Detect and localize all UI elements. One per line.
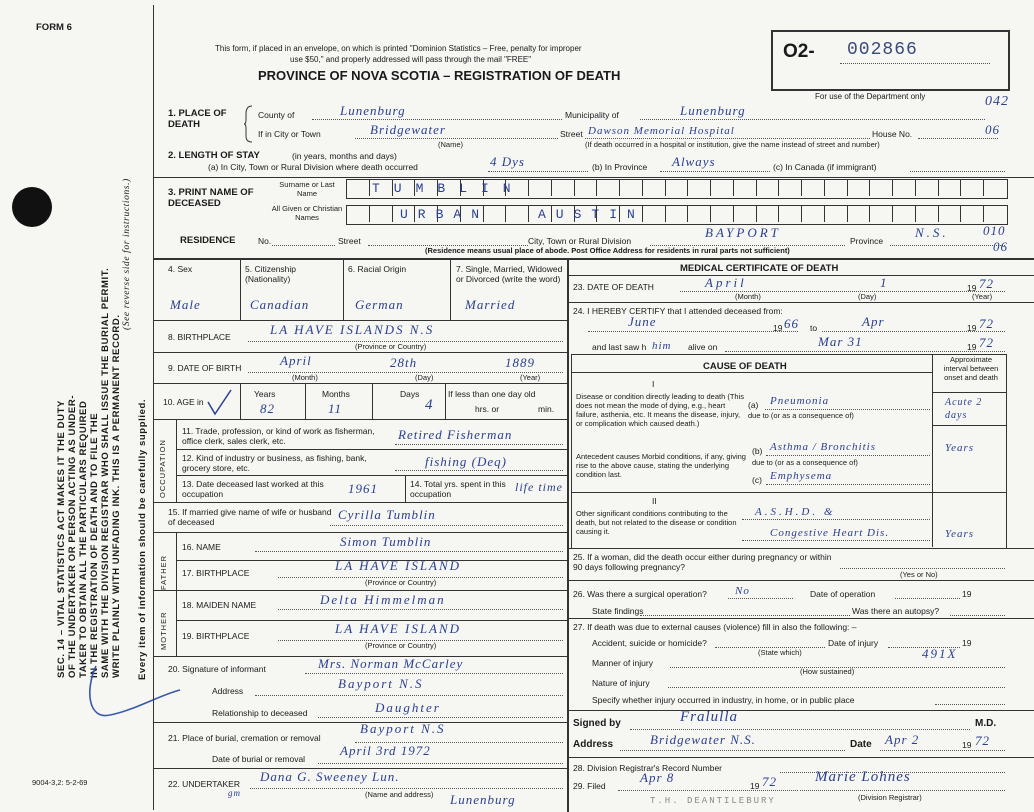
sign-date-label: Date bbox=[850, 739, 872, 750]
envelope-note-2: use $50," and properly addressed will pass through the mail "FREE" bbox=[290, 55, 532, 64]
roman-1: I bbox=[652, 379, 655, 389]
name-grid-cell bbox=[915, 180, 916, 196]
occupation-side-label: OCCUPATION bbox=[158, 439, 167, 498]
record-number: 002866 bbox=[847, 40, 918, 60]
other-sig-label: Other significant conditions contributing to the death, but not related to the disease or condition causing it. bbox=[576, 509, 737, 536]
informant-value: Mrs. Norman McCarley bbox=[318, 656, 464, 671]
name-grid-cell bbox=[392, 206, 393, 222]
house-code: 06 bbox=[985, 122, 1000, 137]
margin-line-2: OF THE UNDERTAKER OR PERSON ACTING AS UNDER- bbox=[67, 394, 78, 678]
name-grid-cell bbox=[960, 206, 961, 222]
name-grid-cell bbox=[642, 180, 643, 196]
county-label: County of bbox=[258, 110, 295, 120]
name-grid-cell bbox=[528, 180, 529, 196]
name-grid-cell bbox=[847, 206, 848, 222]
place-of-death-label: 1. PLACE OF DEATH bbox=[168, 108, 227, 130]
how-sustained-sub: (How sustained) bbox=[800, 667, 855, 676]
name-grid-cell bbox=[892, 206, 893, 222]
antecedent-label: Antecedent causes Morbid conditions, if any, giving rise to the above cause, stating the underlying condition last. bbox=[576, 452, 746, 479]
racial-label: 6. Racial Origin bbox=[348, 264, 407, 274]
cause-a-letter: (a) bbox=[748, 400, 759, 410]
age-years-label: Years bbox=[254, 389, 276, 399]
occ12-value: fishing (Deq) bbox=[425, 454, 507, 469]
roman-2: II bbox=[652, 496, 657, 506]
m28-label: 28. Division Registrar's Record Number bbox=[573, 763, 723, 773]
res-province-label: Province bbox=[850, 236, 884, 246]
record-prefix: O2- bbox=[783, 41, 815, 62]
citizenship-value: Canadian bbox=[250, 297, 310, 312]
wife-label: 15. If married give name of wife or husband of deceased bbox=[168, 507, 332, 527]
sign-date-value: Apr 2 bbox=[885, 732, 920, 747]
racial-value: German bbox=[355, 297, 404, 312]
name-grid-cell bbox=[756, 180, 757, 196]
date-injury-label: Date of injury bbox=[828, 638, 879, 648]
m23-label: 23. DATE OF DEATH bbox=[573, 282, 654, 292]
age-months-label: Months bbox=[322, 389, 350, 399]
name-grid-cell bbox=[619, 180, 620, 196]
mother-bp-label: 19. BIRTHPLACE bbox=[182, 631, 250, 641]
hospital-note: (If death occurred in a hospital or institution, give the name instead of street and number) bbox=[585, 140, 880, 149]
other-2: Congestive Heart Dis. bbox=[770, 527, 890, 539]
name-grid-cell bbox=[801, 206, 802, 222]
specify-label: Specify whether injury occurred in industry, in home, or in public place bbox=[592, 695, 855, 705]
print-name-label: 3. PRINT NAME OF DECEASED bbox=[168, 187, 254, 209]
cause-c-letter: (c) bbox=[752, 475, 762, 485]
mother-maiden-value: Delta Himmelman bbox=[320, 592, 446, 607]
age-label: 10. AGE in bbox=[163, 397, 204, 407]
age-days-value: 4 bbox=[425, 397, 434, 413]
father-name-value: Simon Tumblin bbox=[340, 534, 432, 549]
attend-from-yr: 66 bbox=[784, 316, 799, 331]
age-days-label: Days bbox=[400, 389, 420, 399]
occ14-label: 14. Total yrs. spent in this occupation bbox=[410, 479, 506, 499]
name-grid-cell bbox=[687, 206, 688, 222]
alive-19: 19 bbox=[967, 342, 977, 352]
res-note: (Residence means usual place of abode. Post Office Address for residents in rural parts not sufficient) bbox=[425, 246, 790, 255]
res-province-value: N.S. bbox=[915, 225, 949, 240]
death-19: 19 bbox=[967, 283, 977, 293]
margin-line-6: WRITE PLAINLY WITH UNFADING INK. THIS IS A PERMANENT RECORD. bbox=[111, 314, 122, 678]
death-day: 1 bbox=[880, 275, 888, 290]
name-grid-cell bbox=[915, 206, 916, 222]
name-sub: (Name) bbox=[438, 140, 464, 149]
margin-line-3: TAKER TO OBTAIN ALL THE PARTICULARS REQUIRED bbox=[78, 400, 89, 678]
length-stay-sub: (in years, months and days) bbox=[292, 151, 397, 161]
envelope-note-1: This form, if placed in an envelope, on which is printed "Dominion Statistics – Free, penalty for improper bbox=[215, 44, 582, 53]
res-city-label: City, Town or Rural Division bbox=[528, 236, 632, 246]
name-grid-cell bbox=[983, 180, 984, 196]
code-491x: 491X bbox=[922, 646, 958, 661]
date-op-label: Date of operation bbox=[810, 589, 876, 599]
name-grid-cell bbox=[551, 180, 552, 196]
occ11-label: 11. Trade, profession, or kind of work as fisherman, office clerk, sales clerk, etc. bbox=[182, 426, 375, 446]
res-no-label: No. bbox=[258, 236, 272, 246]
birthplace-label: 8. BIRTHPLACE bbox=[168, 332, 231, 342]
cause-b-interval: Years bbox=[945, 442, 975, 454]
name-grid-cell bbox=[574, 180, 575, 196]
form-label: FORM 6 bbox=[36, 22, 72, 33]
municipality-label: Municipality of bbox=[565, 110, 619, 120]
stay-c-label: (c) In Canada (if immigrant) bbox=[773, 162, 877, 172]
name-grid-cell bbox=[665, 180, 666, 196]
attend-to: to bbox=[810, 323, 818, 333]
punch-hole bbox=[12, 187, 52, 227]
doc-address-label: Address bbox=[573, 739, 614, 750]
cause-a-value: Pneumonia bbox=[770, 395, 830, 407]
mother-bp-sub: (Province or Country) bbox=[365, 641, 437, 650]
dob-month-sub: (Month) bbox=[292, 373, 318, 382]
attend-to-value: Apr bbox=[862, 314, 885, 329]
undertaker-value-2: Lunenburg bbox=[450, 792, 516, 807]
age-checkmark bbox=[205, 388, 235, 418]
res-code-2: 06 bbox=[993, 239, 1008, 254]
age-months-value: 11 bbox=[328, 401, 343, 416]
father-bp-label: 17. BIRTHPLACE bbox=[182, 568, 250, 578]
lt-one-day: If less than one day old bbox=[448, 389, 536, 399]
burial-place-value: Bayport N.S bbox=[360, 721, 446, 736]
birthplace-value: LA HAVE ISLANDS N.S bbox=[270, 322, 435, 337]
medical-title: MEDICAL CERTIFICATE OF DEATH bbox=[680, 263, 839, 274]
filed-year: 72 bbox=[762, 774, 777, 789]
name-grid-cell bbox=[733, 206, 734, 222]
margin-line-5: SAME WITH THE DIVISION REGISTRAR WHO SHALL ISSUE THE BURIAL PERMIT. bbox=[100, 267, 111, 678]
m26-label: 26. Was there a surgical operation? bbox=[573, 589, 707, 599]
sign-year: 72 bbox=[975, 733, 990, 748]
name-grid-cell bbox=[710, 180, 711, 196]
cause-b-value: Asthma / Bronchitis bbox=[770, 441, 876, 453]
doctor-signature: Fralulla bbox=[680, 709, 739, 725]
op-19: 19 bbox=[962, 589, 972, 599]
name-grid-cell bbox=[687, 180, 688, 196]
attend-19a: 19 bbox=[773, 323, 783, 333]
mother-bp-value: LA HAVE ISLAND bbox=[335, 621, 462, 636]
death-day-sub: (Day) bbox=[858, 292, 877, 301]
stay-a-value: 4 Dys bbox=[490, 154, 525, 169]
margin-line-8: Every item of information should be carefully supplied. bbox=[137, 398, 148, 680]
sex-label: 4. Sex bbox=[168, 264, 193, 274]
state-findings-label: State findings bbox=[592, 606, 644, 616]
cause-b-letter: (b) bbox=[752, 446, 763, 456]
name-grid-cell bbox=[869, 206, 870, 222]
inf-address-label: Address bbox=[212, 686, 244, 696]
street-value: Dawson Memorial Hospital bbox=[588, 125, 735, 137]
attend-to-yr: 72 bbox=[979, 316, 994, 331]
burial-date-label: Date of burial or removal bbox=[212, 754, 306, 764]
cause-a-due: due to (or as a consequence of) bbox=[748, 411, 854, 420]
surname-label: Surname or Last Name bbox=[279, 180, 335, 198]
registrar-stamp: T.H. DEANTILEBURY bbox=[650, 796, 776, 806]
father-side-label: FATHER bbox=[159, 554, 168, 590]
res-street-label: Street bbox=[338, 236, 361, 246]
muni-code: 042 bbox=[985, 94, 1009, 109]
filed-19: 19 bbox=[750, 781, 760, 791]
relationship-label: Relationship to deceased bbox=[212, 708, 308, 718]
cause-title: CAUSE OF DEATH bbox=[703, 361, 787, 372]
name-grid-cell bbox=[369, 206, 370, 222]
registrar-signature: Marie Lohnes bbox=[815, 769, 911, 785]
marital-label: 7. Single, Married, Widowed or Divorced (write the word) bbox=[456, 264, 563, 284]
informant-label: 20. Signature of informant bbox=[168, 664, 266, 674]
name-grid-cell bbox=[733, 180, 734, 196]
stay-a-label: (a) In City, Town or Rural Division where death occurred bbox=[208, 162, 418, 172]
death-year-sub: (Year) bbox=[972, 292, 993, 301]
occ12-label: 12. Kind of industry or business, as fishing, bank, grocery store, etc. bbox=[182, 453, 367, 473]
name-grid-cell bbox=[938, 206, 939, 222]
dob-month: April bbox=[280, 353, 312, 368]
doc-address-value: Bridgewater N.S. bbox=[650, 732, 756, 747]
alive-on-label: alive on bbox=[688, 342, 718, 352]
burial-place-label: 21. Place of burial, cremation or removal bbox=[168, 733, 321, 743]
state-which-sub: (State which) bbox=[758, 648, 802, 657]
disease-dir-label: Disease or condition directly leading to death (This does not mean the mode of dying, e.g., heart failure, asthenia, etc. It means the disease, injury, or complication which caused death.) bbox=[576, 392, 745, 428]
name-grid-cell bbox=[960, 180, 961, 196]
margin-line-1: SEC. 14 – VITAL STATISTICS ACT MAKES IT THE DUTY bbox=[56, 400, 67, 678]
name-grid-cell bbox=[369, 180, 370, 196]
name-grid-cell bbox=[528, 206, 529, 222]
name-grid-cell bbox=[801, 180, 802, 196]
interval-label: Approximate interval between onset and death bbox=[943, 355, 999, 382]
cause-c-value: Emphysema bbox=[770, 470, 833, 482]
street-label: Street bbox=[560, 129, 583, 139]
name-grid-cell bbox=[938, 180, 939, 196]
m27-label: 27. If death was due to external causes (violence) fill in also the following: – bbox=[573, 622, 857, 632]
given-names-label: All Given or Christian Names bbox=[271, 204, 343, 222]
dob-label: 9. DATE OF BIRTH bbox=[168, 363, 242, 373]
name-grid-cell bbox=[847, 180, 848, 196]
form-code: 9004-3,2: 5-2-69 bbox=[32, 778, 88, 787]
name-grid-cell bbox=[824, 180, 825, 196]
min-label: min. bbox=[538, 404, 555, 414]
marital-value: Married bbox=[465, 297, 516, 312]
cause-a-interval: Acute 2 days bbox=[945, 397, 983, 421]
name-grid-cell bbox=[892, 180, 893, 196]
res-code-1: 010 bbox=[983, 223, 1006, 238]
name-grid-cell bbox=[778, 206, 779, 222]
birthplace-sub: (Province or Country) bbox=[355, 342, 427, 351]
county-value: Lunenburg bbox=[340, 103, 406, 118]
name-grid-cell bbox=[756, 206, 757, 222]
length-stay-label: 2. LENGTH OF STAY bbox=[168, 150, 260, 161]
stay-b-value: Always bbox=[672, 154, 716, 169]
other-interval: Years bbox=[945, 528, 975, 540]
attend-from: June bbox=[628, 314, 657, 329]
manner-label: Manner of injury bbox=[592, 658, 653, 668]
city-town-value: Bridgewater bbox=[370, 122, 446, 137]
municipality-value: Lunenburg bbox=[680, 103, 746, 118]
dept-use-label: For use of the Department only bbox=[815, 92, 926, 101]
undertaker-note: gm bbox=[228, 788, 241, 798]
last-saw-him: him bbox=[652, 340, 672, 352]
burial-date-value: April 3rd 1972 bbox=[340, 743, 431, 758]
relationship-value: Daughter bbox=[375, 700, 441, 715]
city-town-label: If in City or Town bbox=[258, 129, 321, 139]
stay-b-label: (b) In Province bbox=[592, 162, 648, 172]
occ13-value: 1961 bbox=[348, 481, 378, 496]
dob-day-sub: (Day) bbox=[415, 373, 434, 382]
autopsy-label: Was there an autopsy? bbox=[852, 606, 940, 616]
undertaker-sub: (Name and address) bbox=[365, 790, 434, 799]
margin-line-7: (See reverse side for instructions.) bbox=[122, 178, 132, 330]
dob-year-sub: (Year) bbox=[520, 373, 541, 382]
other-1: A.S.H.D. & bbox=[755, 506, 836, 518]
mother-maiden-label: 18. MAIDEN NAME bbox=[182, 600, 257, 610]
attend-19b: 19 bbox=[967, 323, 977, 333]
name-grid-cell bbox=[596, 180, 597, 196]
sex-value: Male bbox=[170, 297, 201, 312]
name-grid-cell bbox=[824, 206, 825, 222]
residence-label: RESIDENCE bbox=[180, 235, 236, 246]
inf-address-value: Bayport N.S bbox=[338, 676, 424, 691]
accident-label: Accident, suicide or homicide? bbox=[592, 638, 707, 648]
citizenship-label: 5. Citizenship (Nationality) bbox=[245, 264, 297, 284]
m25-label: 25. If a woman, did the death occur either during pregnancy or within 90 days following pregnancy? bbox=[573, 552, 832, 572]
injury-19: 19 bbox=[962, 638, 972, 648]
last-alive: Mar 31 bbox=[818, 334, 863, 349]
death-month-sub: (Month) bbox=[735, 292, 761, 301]
father-bp-sub: (Province or Country) bbox=[365, 578, 437, 587]
res-city-value: BAYPORT bbox=[705, 225, 781, 240]
surgical-value: No bbox=[735, 585, 750, 597]
death-month: April bbox=[705, 275, 747, 290]
occ14-value: life time bbox=[515, 480, 563, 494]
father-bp-value: LA HAVE ISLAND bbox=[335, 558, 462, 573]
name-grid-cell bbox=[665, 206, 666, 222]
mother-side-label: MOTHER bbox=[159, 611, 168, 650]
cause-b-due: due to (or as a consequence of) bbox=[752, 458, 858, 467]
undertaker-label: 22. UNDERTAKER bbox=[168, 779, 240, 789]
death-year: 72 bbox=[979, 276, 994, 291]
dob-year: 1889 bbox=[505, 355, 535, 370]
last-yr: 72 bbox=[979, 335, 994, 350]
name-grid-cell bbox=[505, 206, 506, 222]
nature-label: Nature of injury bbox=[592, 678, 650, 688]
filed-value: Apr 8 bbox=[640, 770, 675, 785]
m24-label: 24. I HEREBY CERTIFY that I attended deceased from: bbox=[573, 306, 783, 316]
name-grid-cell bbox=[710, 206, 711, 222]
house-no-label: House No. bbox=[872, 129, 913, 139]
yes-no-sub: (Yes or No) bbox=[900, 570, 938, 579]
given-name-1: URBAN bbox=[400, 207, 490, 222]
sign-19: 19 bbox=[962, 740, 972, 750]
occ13-label: 13. Date deceased last worked at this occupation bbox=[182, 479, 324, 499]
md-label: M.D. bbox=[975, 718, 997, 729]
page-title: PROVINCE OF NOVA SCOTIA – REGISTRATION OF DEATH bbox=[258, 68, 621, 83]
dob-day: 28th bbox=[390, 355, 418, 370]
wife-value: Cyrilla Tumblin bbox=[338, 507, 436, 522]
surname-value: TUMBLIN bbox=[372, 181, 525, 196]
name-grid-cell bbox=[778, 180, 779, 196]
margin-line-4: IN THE REGISTRATION OF DEATH AND TO FILE THE bbox=[89, 412, 100, 678]
hrs-or: hrs. or bbox=[475, 404, 500, 414]
last-saw-label: and last saw h bbox=[592, 342, 647, 352]
age-years-value: 82 bbox=[260, 401, 275, 416]
m29-label: 29. Filed bbox=[573, 781, 606, 791]
occ11-value: Retired Fisherman bbox=[398, 427, 513, 442]
given-name-2: AUSTIN bbox=[538, 207, 645, 222]
name-grid-cell bbox=[869, 180, 870, 196]
name-grid-cell bbox=[983, 206, 984, 222]
father-name-label: 16. NAME bbox=[182, 542, 221, 552]
undertaker-value: Dana G. Sweeney Lun. bbox=[260, 769, 400, 784]
signed-by-label: Signed by bbox=[573, 718, 621, 729]
div-registrar-sub: (Division Registrar) bbox=[858, 793, 922, 802]
